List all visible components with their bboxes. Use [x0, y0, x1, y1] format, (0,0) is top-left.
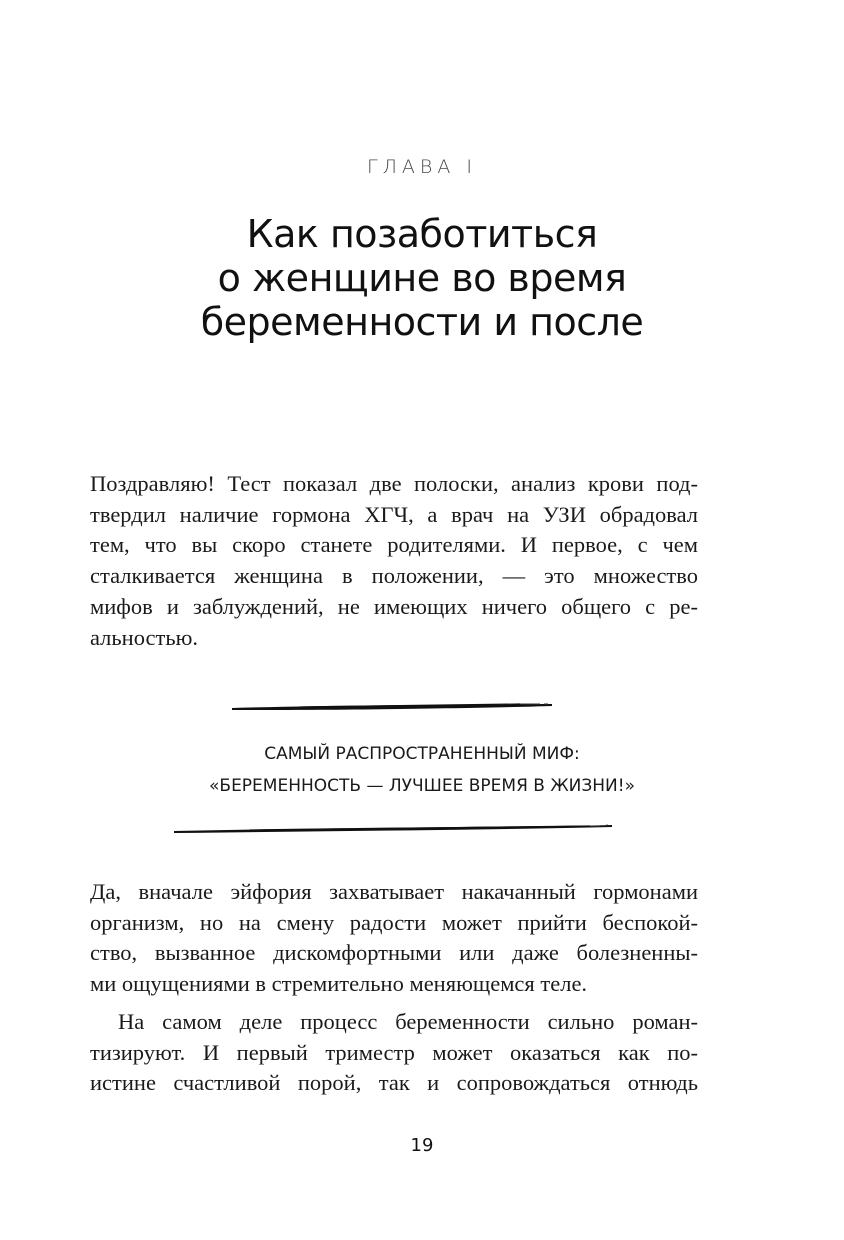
- intro-paragraph: [90, 469, 698, 653]
- chapter-title: [0, 212, 844, 344]
- page-number: 19: [410, 1135, 434, 1156]
- myth-callout-quote: «БЕРЕМЕННОСТЬ — ЛУЧШЕЕ ВРЕМЯ В ЖИЗНИ!»: [209, 776, 635, 796]
- paragraph-2-line-2: организм, но на смену радости может прийти беспокой-: [90, 909, 698, 935]
- paragraph-3-line-1: На самом деле процесс беременности сильно роман-: [118, 1009, 698, 1034]
- paragraph-3-line-2: тизируют. И первый триместр может оказаться как по-: [90, 1039, 698, 1065]
- myth-callout: [0, 738, 844, 802]
- paragraph-2: [90, 877, 698, 1000]
- intro-line-4: сталкивается женщина в положении, — это множество: [90, 563, 698, 589]
- paragraph-2-line-4: ми ощущениями в стремительно меняющемся теле.: [90, 971, 588, 997]
- intro-line-3: тем, что вы скоро станете родителями. И первое, с чем: [90, 532, 698, 558]
- intro-line-2: твердил наличие гормона ХГЧ, а врач на УЗИ обрадовал: [90, 501, 698, 527]
- chapter-title-line-3: беременности и после: [200, 300, 644, 344]
- paragraph-3-line-3: истине счастливой порой, так и сопровождаться отнюдь: [90, 1070, 698, 1096]
- intro-line-6: альностью.: [90, 624, 199, 650]
- myth-callout-heading: САМЫЙ РАСПРОСТРАНЕННЫЙ МИФ:: [264, 744, 580, 764]
- brush-stroke-divider-top: [0, 700, 844, 714]
- chapter-title-line-2: о женщине во время: [217, 256, 627, 300]
- brush-stroke-divider-bottom: [0, 822, 844, 836]
- intro-line-5: мифов и заблуждений, не имеющих ничего общего с ре-: [90, 593, 698, 619]
- paragraph-2-line-1: Да, вначале эйфория захватывает накачанный гормонами: [90, 879, 698, 904]
- paragraph-3: [90, 1007, 698, 1099]
- chapter-label: ГЛАВА I: [367, 156, 477, 178]
- intro-line-1: Поздравляю! Тест показал две полоски, анализ крови под-: [90, 471, 698, 496]
- chapter-title-line-1: Как позаботиться: [246, 212, 598, 256]
- paragraph-2-line-3: ство, вызванное дискомфортными или даже болезненны-: [90, 940, 698, 966]
